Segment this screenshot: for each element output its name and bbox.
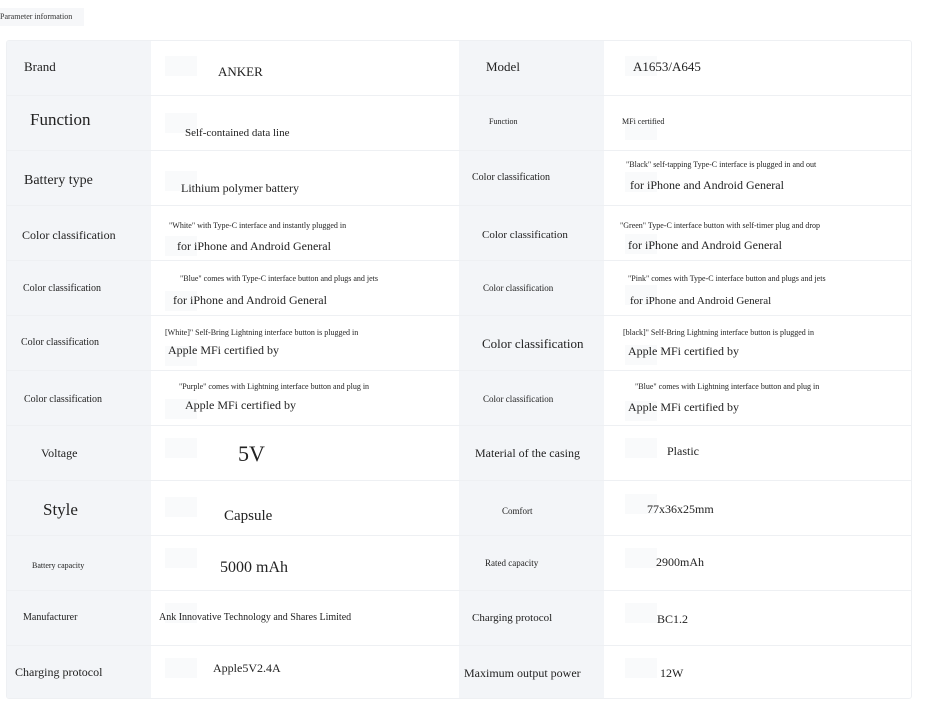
param-label-cell: [7, 371, 151, 425]
param-value: Ank Innovative Technology and Shares Limited: [159, 612, 352, 623]
image-placeholder: [165, 56, 197, 76]
param-value: "Purple" comes with Lightning interface button and plug in: [179, 382, 370, 391]
table-row: [7, 206, 912, 261]
param-value: Self-contained data line: [185, 127, 290, 139]
param-label-cell: [459, 41, 604, 95]
param-value-cell: [604, 316, 912, 370]
table-row: [7, 646, 912, 699]
param-value: 77x36x25mm: [647, 502, 714, 516]
param-label: Color classification: [482, 336, 584, 351]
param-value-cell: [604, 41, 912, 95]
param-value-line2: for iPhone and Android General: [630, 178, 784, 192]
param-value: Apple5V2.4A: [213, 661, 281, 675]
param-label-cell: [459, 646, 604, 699]
param-value-cell: [604, 151, 912, 205]
param-value-line2: Apple MFi certified by: [628, 400, 739, 414]
param-label-cell: [7, 261, 151, 315]
param-label: Color classification: [23, 283, 102, 294]
param-value-cell: [604, 426, 912, 480]
param-label-cell: [459, 261, 604, 315]
param-value-cell: [604, 261, 912, 315]
param-label-cell: [7, 591, 151, 645]
param-label: Rated capacity: [485, 558, 539, 568]
param-value-line2: Apple MFi certified by: [168, 343, 279, 357]
param-value-cell: [151, 261, 459, 315]
param-value: Plastic: [667, 444, 699, 458]
param-value-cell: [151, 96, 459, 150]
param-label-cell: [459, 591, 604, 645]
param-label-cell: [7, 481, 151, 535]
param-value-cell: [604, 206, 912, 260]
param-label-cell: [7, 151, 151, 205]
param-value-cell: [604, 371, 912, 425]
image-placeholder: [165, 658, 197, 678]
param-value-line2: Apple MFi certified by: [628, 344, 739, 358]
table-row: [7, 481, 912, 536]
param-label: Color classification: [483, 394, 554, 404]
param-value-cell: [151, 206, 459, 260]
param-value: "Black" self-tapping Type-C interface is plugged in and out: [626, 160, 817, 169]
param-value-cell: [151, 481, 459, 535]
image-placeholder: [625, 438, 657, 458]
param-label-cell: [7, 206, 151, 260]
param-value: [White]" Self-Bring Lightning interface button is plugged in: [165, 328, 359, 337]
param-label-cell: [459, 426, 604, 480]
image-placeholder: [165, 497, 197, 517]
param-value-line2: Apple MFi certified by: [185, 398, 296, 412]
param-label-cell: [459, 96, 604, 150]
param-value-cell: [151, 151, 459, 205]
table-row: [7, 151, 912, 206]
param-label: Style: [43, 500, 78, 519]
param-value-cell: [151, 41, 459, 95]
param-label: Function: [489, 117, 518, 126]
param-value-cell: [151, 646, 459, 699]
param-value-cell: [151, 536, 459, 590]
table-row: [7, 316, 912, 371]
param-label: Color classification: [483, 283, 554, 293]
param-value-cell: [151, 591, 459, 645]
param-value-line2: for iPhone and Android General: [173, 293, 327, 307]
param-value: "Blue" comes with Type-C interface button and plugs and jets: [180, 274, 379, 283]
table-row: [7, 96, 912, 151]
table-row: [7, 591, 912, 646]
image-placeholder: [625, 658, 657, 678]
table-row: [7, 536, 912, 591]
param-value: ANKER: [218, 64, 263, 79]
param-value-cell: [604, 591, 912, 645]
param-value: 5000 mAh: [220, 559, 288, 576]
param-value-cell: [151, 371, 459, 425]
param-label: Maximum output power: [464, 666, 581, 680]
table-row: [7, 41, 912, 96]
param-value: "Blue" comes with Lightning interface button and plug in: [635, 382, 820, 391]
param-label-cell: [7, 316, 151, 370]
param-value: 5V: [238, 441, 265, 466]
table-row: [7, 371, 912, 426]
param-label: Battery type: [24, 173, 93, 188]
param-value: 2900mAh: [656, 555, 704, 569]
param-label: Voltage: [41, 446, 78, 460]
param-label-cell: [7, 41, 151, 95]
param-label: Brand: [24, 59, 56, 74]
param-value: BC1.2: [657, 612, 689, 626]
param-label: Color classification: [22, 228, 116, 242]
param-value-cell: [151, 426, 459, 480]
param-label-cell: [459, 371, 604, 425]
param-label: Charging protocol: [472, 612, 553, 624]
param-value-line2: for iPhone and Android General: [628, 238, 782, 252]
param-value: Capsule: [224, 508, 273, 524]
tab-parameter-information[interactable]: [0, 8, 84, 26]
param-value: [black]" Self-Bring Lightning interface button is plugged in: [623, 328, 814, 337]
table-row: [7, 261, 912, 316]
param-value-cell: [604, 536, 912, 590]
param-label: Charging protocol: [15, 665, 103, 679]
param-label: Manufacturer: [23, 612, 78, 623]
param-value: 12W: [660, 666, 684, 680]
param-label-cell: [7, 96, 151, 150]
param-label-cell: [459, 536, 604, 590]
param-label-cell: [7, 536, 151, 590]
param-label-cell: [459, 151, 604, 205]
param-value: "Pink" comes with Type-C interface button and plugs and jets: [628, 274, 826, 283]
param-value-cell: [151, 316, 459, 370]
tab-label: Parameter information: [0, 12, 73, 21]
image-placeholder: [165, 548, 197, 568]
param-value-cell: [604, 96, 912, 150]
param-label: Comfort: [502, 506, 533, 516]
param-label-cell: [459, 316, 604, 370]
param-value-line2: for iPhone and Android General: [177, 239, 331, 253]
param-value: "White" with Type-C interface and instantly plugged in: [169, 221, 347, 230]
param-value: MFi certified: [622, 117, 665, 126]
param-label: Model: [486, 59, 520, 74]
table-row: [7, 426, 912, 481]
parameter-table: [6, 40, 912, 699]
param-label-cell: [459, 481, 604, 535]
image-placeholder: [625, 603, 657, 623]
param-value-cell: [604, 481, 912, 535]
param-label: Color classification: [21, 337, 100, 348]
param-label: Function: [30, 110, 91, 129]
param-value-cell: [604, 646, 912, 699]
image-placeholder: [625, 548, 657, 568]
param-value-line2: for iPhone and Android General: [630, 295, 772, 307]
param-value: Lithium polymer battery: [181, 181, 299, 195]
param-value: A1653/A645: [633, 59, 701, 74]
param-label: Material of the casing: [475, 446, 580, 460]
param-label-cell: [7, 426, 151, 480]
param-label-cell: [459, 206, 604, 260]
param-value: "Green" Type-C interface button with self-timer plug and drop: [620, 221, 820, 230]
param-label: Color classification: [24, 394, 103, 405]
param-label: Battery capacity: [32, 561, 85, 570]
param-label-cell: [7, 646, 151, 699]
param-label: Color classification: [482, 229, 568, 241]
image-placeholder: [165, 438, 197, 458]
param-label: Color classification: [472, 172, 551, 183]
